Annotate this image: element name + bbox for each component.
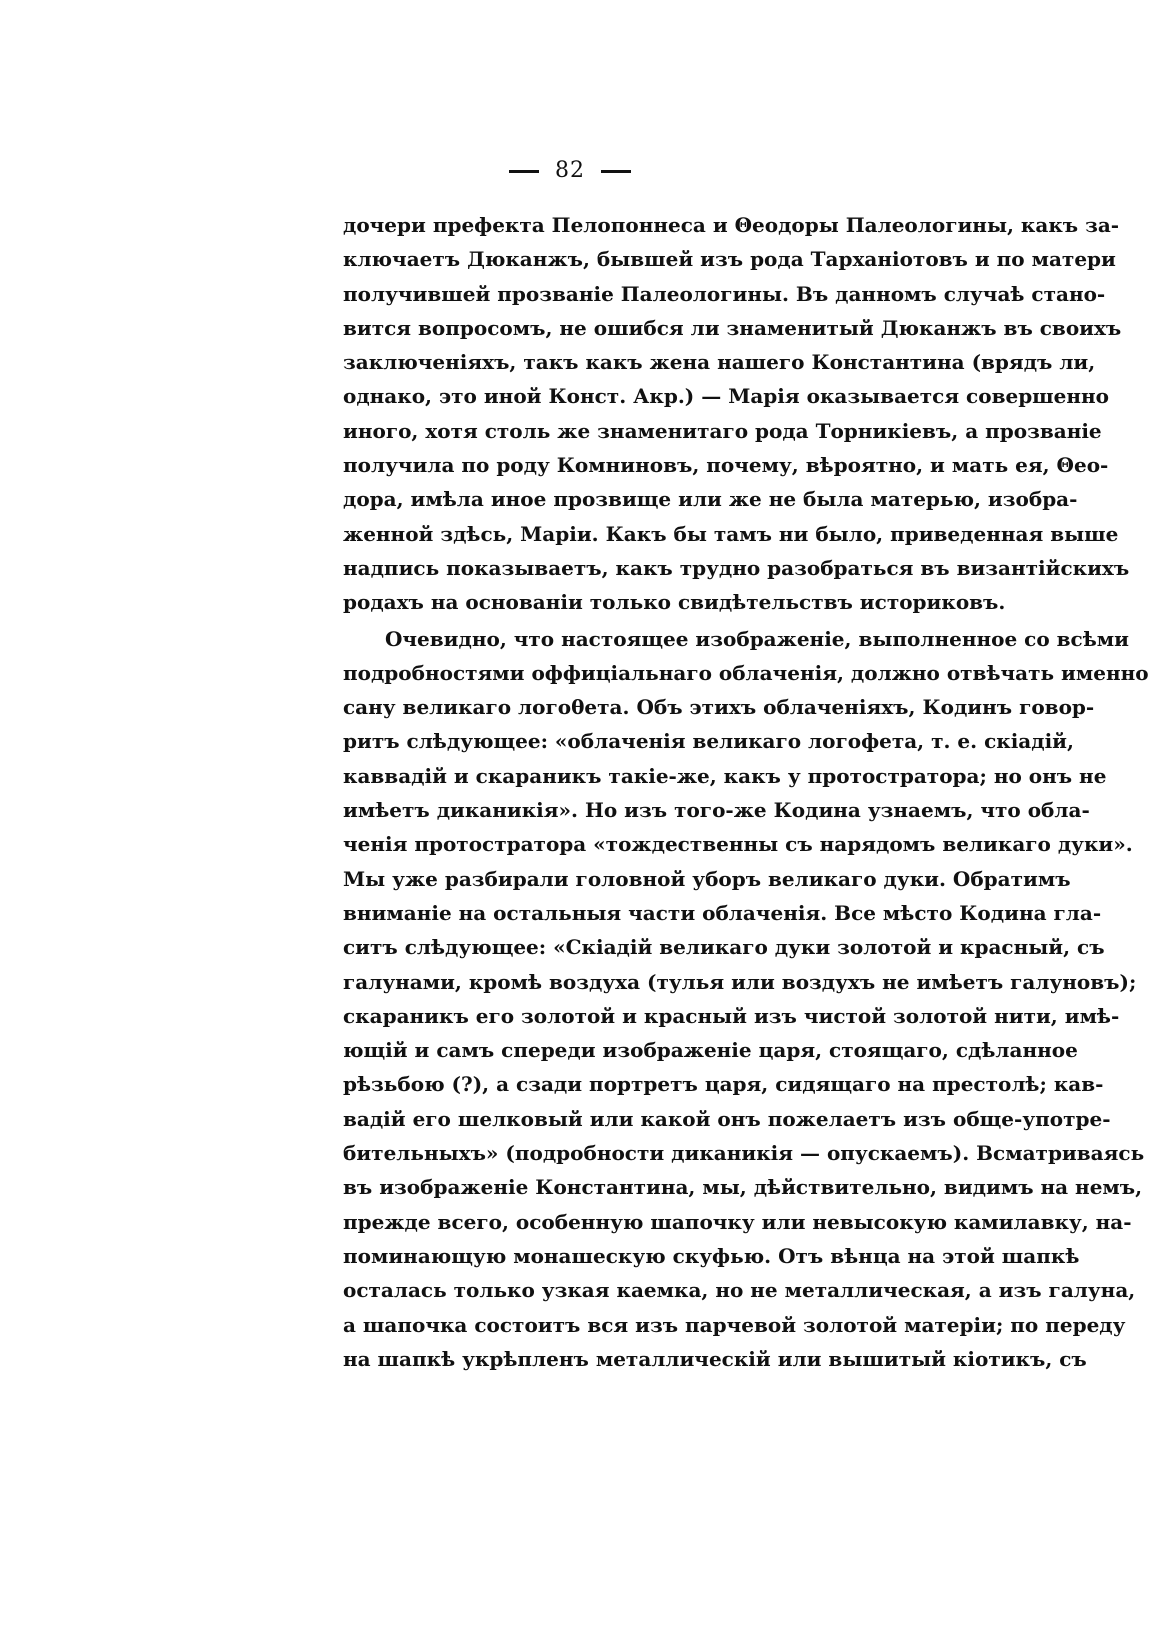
text-line: надпись показываетъ, какъ трудно разобраться въ византійскихъ: [343, 555, 1130, 580]
text-line: имѣетъ диканикія». Но изъ того-же Кодина узнаемъ, что обла-: [343, 798, 1090, 823]
text-line: получившей прозваніе Палеологины. Въ данномъ случаѣ стано-: [343, 281, 1106, 306]
text-line: женной здѣсь, Маріи. Какъ бы тамъ ни было, приведенная выше: [343, 521, 1119, 546]
text-line: вится вопросомъ, не ошибся ли знаменитый Дюканжъ въ своихъ: [343, 315, 1122, 340]
text-line: заключеніяхъ, такъ какъ жена нашего Константина (врядъ ли,: [343, 350, 1096, 375]
text-line: получила по роду Комниновъ, почему, вѣроятно, и мать ея, Θео-: [343, 453, 1109, 478]
text-line: рѣзьбою (?), а сзади портретъ царя, сидящаго на престолѣ; кав-: [343, 1072, 1104, 1097]
page-header: [0, 158, 1140, 183]
text-line: Мы уже разбирали головной уборъ великаго дуки. Обратимъ: [343, 866, 1071, 891]
text-line: дочери префекта Пелопоннеса и Θеодоры Палеологины, какъ за-: [343, 213, 1120, 237]
text-line: ситъ слѣдующее: «Скіадій великаго дуки золотой и красный, съ: [343, 935, 1105, 960]
header-right-ornament: [601, 170, 631, 173]
page-body: [343, 208, 1149, 1376]
text-line: вадій его шелковый или какой онъ пожелаетъ изъ обще-употре-: [343, 1106, 1111, 1131]
text-line: сану великаго логоθета. Объ этихъ облаченіяхъ, Кодинъ говор-: [343, 695, 1095, 720]
text-line: дора, имѣла иное прозвище или же не была матерью, изобра-: [343, 487, 1078, 512]
text-line: родахъ на основаніи только свидѣтельствъ историковъ.: [343, 590, 1006, 615]
paragraph-2: [343, 622, 1149, 1377]
text-line: въ изображеніе Константина, мы, дѣйствительно, видимъ на немъ,: [343, 1175, 1143, 1200]
text-line: ключаетъ Дюканжъ, бывшей изъ рода Тарханіотовъ и по матери: [343, 247, 1116, 272]
text-line: а шапочка состоитъ вся изъ парчевой золотой матеріи; по переду: [343, 1312, 1126, 1337]
page-number: 82: [555, 158, 585, 183]
text-line: подробностями оффиціальнаго облаченія, должно отвѣчать именно: [343, 660, 1149, 685]
text-line: вниманіе на остальныя части облаченія. Все мѣсто Кодина гла-: [343, 900, 1102, 925]
text-line: ченія протостратора «тождественны съ нарядомъ великаго дуки».: [343, 832, 1133, 857]
text-line: однако, это иной Конст. Акр.) — Марія оказывается совершенно: [343, 384, 1110, 409]
text-line: скараникъ его золотой и красный изъ чистой золотой нити, имѣ-: [343, 1003, 1120, 1028]
text-line: на шапкѣ укрѣпленъ металлическій или вышитый кіотикъ, съ: [343, 1346, 1087, 1371]
text-line: ющій и самъ спереди изображеніе царя, стоящаго, сдѣланное: [343, 1038, 1078, 1063]
paragraph-1: [343, 208, 1130, 620]
text-line: ритъ слѣдующее: «облаченія великаго логофета, т. е. скіадій,: [343, 729, 1074, 754]
text-line: прежде всего, особенную шапочку или невысокую камилавку, на-: [343, 1209, 1132, 1234]
text-line: поминающую монашескую скуфью. Отъ вѣнца на этой шапкѣ: [343, 1243, 1080, 1268]
text-line: иного, хотя столь же знаменитаго рода Торникіевъ, а прозваніе: [343, 418, 1102, 443]
text-line: Очевидно, что настоящее изображеніе, выполненное со всѣми: [385, 626, 1129, 651]
text-line: осталась только узкая каемка, но не металлическая, а изъ галуна,: [343, 1278, 1136, 1303]
text-line: галунами, кромѣ воздуха (тулья или воздухъ не имѣетъ галуновъ);: [343, 969, 1137, 994]
text-line: каввадій и скараникъ такіе-же, какъ у протостратора; но онъ не: [343, 763, 1107, 788]
header-left-ornament: [509, 170, 539, 173]
text-line: бительныхъ» (подробности диканикія — опускаемъ). Всматриваясь: [343, 1141, 1145, 1166]
